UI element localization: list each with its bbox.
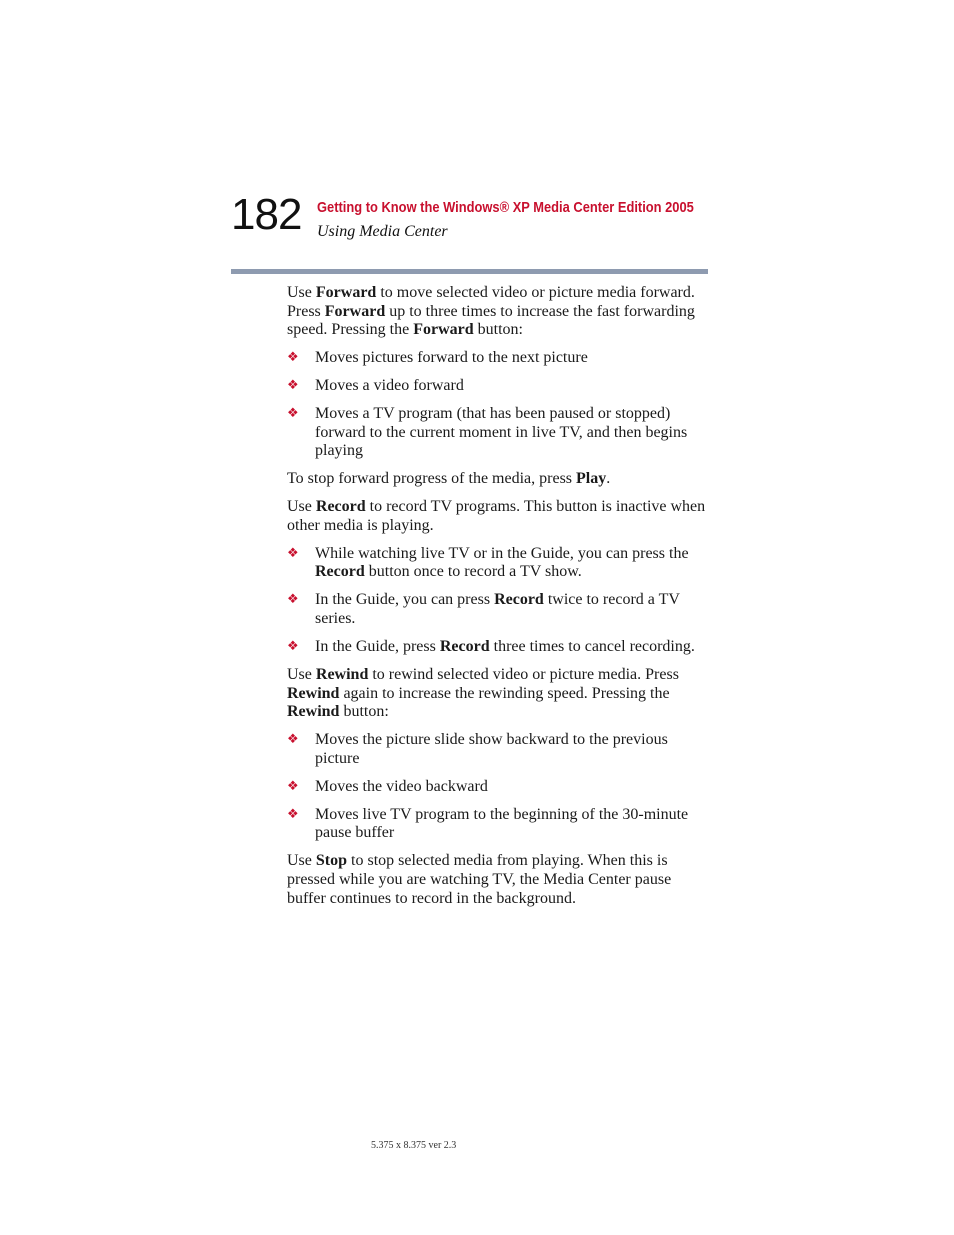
list-item: ❖ Moves a TV program (that has been paused or stopped) forward to the current moment in live TV, and then begins playing	[287, 405, 688, 460]
diamond-cluster-bullet-icon: ❖	[287, 350, 299, 366]
diamond-cluster-bullet-icon: ❖	[287, 406, 299, 422]
list-item: ❖ Moves a video forward	[287, 377, 464, 395]
footer-version: 5.375 x 8.375 ver 2.3	[371, 1140, 457, 1151]
page-number: 182	[231, 190, 302, 239]
list-item: ❖ In the Guide, you can press Record twice to record a TV series.	[287, 591, 680, 628]
rewind-bullet-list	[287, 731, 709, 843]
main-content	[287, 284, 709, 918]
record-bullet-list	[287, 545, 709, 657]
diamond-cluster-bullet-icon: ❖	[287, 378, 299, 394]
forward-bullet-list	[287, 349, 709, 461]
diamond-cluster-bullet-icon: ❖	[287, 732, 299, 748]
header-rule	[231, 269, 708, 274]
diamond-cluster-bullet-icon: ❖	[287, 778, 299, 794]
list-item: ❖ Moves live TV program to the beginning of the 30-minute pause buffer	[287, 805, 689, 842]
diamond-cluster-bullet-icon: ❖	[287, 639, 299, 655]
chapter-title: Getting to Know the Windows® XP Media Center Edition 2005	[317, 199, 694, 216]
diamond-cluster-bullet-icon: ❖	[287, 545, 299, 561]
list-item: ❖ Moves the video backward	[287, 777, 488, 795]
list-item: ❖ Moves pictures forward to the next picture	[287, 349, 588, 367]
list-item: ❖ Moves the picture slide show backward to the previous picture	[287, 731, 668, 767]
rewind-paragraph: Use Rewind to rewind selected video or picture media. Press Rewind again to increase the rewinding speed. Pressing the Rewind button:	[287, 666, 679, 721]
list-item: ❖ While watching live TV or in the Guide, you can press the Record button once to record a TV show.	[287, 544, 689, 581]
list-item: ❖ In the Guide, press Record three times to cancel recording.	[287, 638, 695, 656]
stop-forward-paragraph: To stop forward progress of the media, press Play.	[287, 470, 611, 488]
diamond-cluster-bullet-icon: ❖	[287, 592, 299, 608]
diamond-cluster-bullet-icon: ❖	[287, 806, 299, 822]
forward-paragraph: Use Forward to move selected video or picture media forward. Press Forward up to three times to increase the fast forwarding speed. Pressing the Forward button:	[287, 284, 695, 339]
stop-paragraph: Use Stop to stop selected media from playing. When this is pressed while you are watching TV, the Media Center pause buffer continues to record in the background.	[287, 852, 672, 907]
record-paragraph: Use Record to record TV programs. This button is inactive when other media is playing.	[287, 498, 706, 534]
section-title: Using Media Center	[317, 223, 448, 240]
